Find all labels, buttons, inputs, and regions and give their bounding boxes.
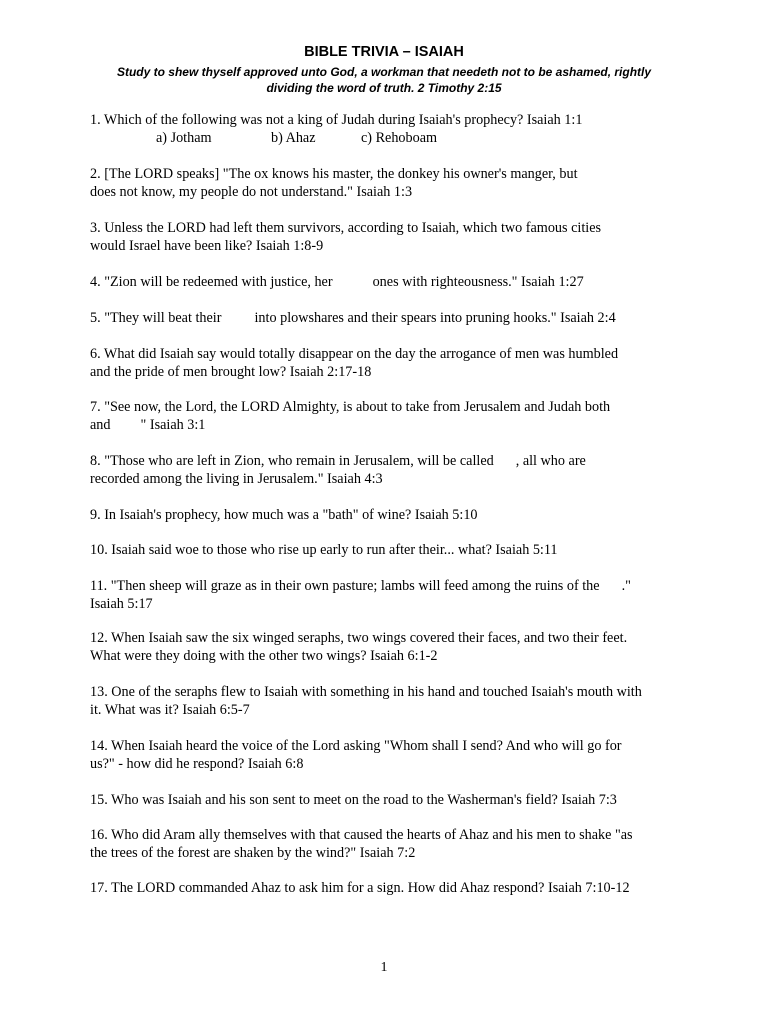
subtitle-line-2: dividing the word of truth. 2 Timothy 2:15: [266, 81, 502, 95]
question-8-line-2: recorded among the living in Jerusalem." Isaiah 4:3: [90, 471, 383, 487]
question-1-text: 1. Which of the following was not a king of Judah during Isaiah's prophecy? Isaiah 1:1: [90, 112, 583, 128]
question-11: [90, 577, 690, 613]
question-7-line-1: 7. "See now, the Lord, the LORD Almighty, is about to take from Jerusalem and Judah both: [90, 399, 611, 415]
question-5-text-before-blank: 5. "They will beat their: [90, 310, 222, 326]
question-13: [90, 683, 690, 719]
question-16: [90, 826, 690, 862]
question-3: [90, 219, 690, 255]
question-8: [90, 452, 690, 488]
subtitle: [90, 64, 678, 96]
question-14-line-1: 14. When Isaiah heard the voice of the Lord asking "Whom shall I send? And who will go for: [90, 738, 622, 754]
question-10-text: 10. Isaiah said woe to those who rise up early to run after their... what? Isaiah 5:11: [90, 542, 558, 558]
question-1: [90, 111, 690, 151]
question-2-line-1: 2. [The LORD speaks] "The ox knows his master, the donkey his owner's manger, but: [90, 166, 578, 182]
question-12-line-1: 12. When Isaiah saw the six winged seraphs, two wings covered their faces, and two their feet.: [90, 630, 628, 646]
question-2-line-2: does not know, my people do not understand." Isaiah 1:3: [90, 184, 413, 200]
question-1-option-c: c) Rehoboam: [361, 130, 438, 146]
question-16-line-1: 16. Who did Aram ally themselves with that caused the hearts of Ahaz and his men to shake "as: [90, 827, 633, 843]
question-14-line-2: us?" - how did he respond? Isaiah 6:8: [90, 756, 304, 772]
question-16-line-2: the trees of the forest are shaken by the wind?" Isaiah 7:2: [90, 845, 416, 861]
question-13-line-2: it. What was it? Isaiah 6:5-7: [90, 702, 250, 718]
page-title: BIBLE TRIVIA – ISAIAH: [304, 44, 464, 60]
question-9-text: 9. In Isaiah's prophecy, how much was a "bath" of wine? Isaiah 5:10: [90, 507, 478, 523]
question-17: [90, 879, 690, 897]
question-3-line-1: 3. Unless the LORD had left them survivors, according to Isaiah, which two famous cities: [90, 220, 602, 236]
question-7: [90, 398, 690, 434]
question-12-line-2: What were they doing with the other two wings? Isaiah 6:1-2: [90, 648, 438, 664]
question-6-line-2: and the pride of men brought low? Isaiah 2:17-18: [90, 364, 372, 380]
question-17-text: 17. The LORD commanded Ahaz to ask him for a sign. How did Ahaz respond? Isaiah 7:10-12: [90, 880, 630, 896]
question-11-line-2: Isaiah 5:17: [90, 596, 153, 612]
question-14: [90, 737, 690, 773]
question-1-option-b: b) Ahaz: [271, 130, 316, 146]
question-5: [90, 309, 690, 327]
question-1-option-a: a) Jotham: [156, 130, 212, 146]
question-7-line-2-after-blank: " Isaiah 3:1: [140, 417, 206, 433]
question-12: [90, 629, 690, 665]
question-15: [90, 791, 690, 809]
question-5-text-after-blank: into plowshares and their spears into pruning hooks." Isaiah 2:4: [254, 310, 616, 326]
question-15-text: 15. Who was Isaiah and his son sent to meet on the road to the Washerman's field? Isaiah 7:3: [90, 792, 617, 808]
question-6-line-1: 6. What did Isaiah say would totally disappear on the day the arrogance of men was humbled: [90, 346, 619, 362]
question-10: [90, 541, 690, 559]
question-7-line-2-before-blank: and: [90, 417, 111, 433]
question-8-text-after-blank: , all who are: [515, 453, 586, 469]
question-4: [90, 273, 690, 291]
question-11-text-before-blank: 11. "Then sheep will graze as in their own pasture; lambs will feed among the ruins of the: [90, 578, 600, 594]
question-3-line-2: would Israel have been like? Isaiah 1:8-9: [90, 238, 324, 254]
question-13-line-1: 13. One of the seraphs flew to Isaiah with something in his hand and touched Isaiah's mouth with: [90, 684, 642, 700]
question-9: [90, 506, 690, 524]
question-11-text-after-blank: .": [621, 578, 631, 594]
question-8-text-before-blank: 8. "Those who are left in Zion, who remain in Jerusalem, will be called: [90, 453, 494, 469]
question-4-text-before-blank: 4. "Zion will be redeemed with justice, her: [90, 274, 333, 290]
subtitle-line-1: Study to shew thyself approved unto God, a workman that needeth not to be ashamed, rightly: [116, 65, 652, 79]
question-4-text-after-blank: ones with righteousness." Isaiah 1:27: [372, 274, 584, 290]
page-number: 1: [380, 960, 388, 975]
question-6: [90, 345, 690, 381]
question-2: [90, 165, 690, 201]
